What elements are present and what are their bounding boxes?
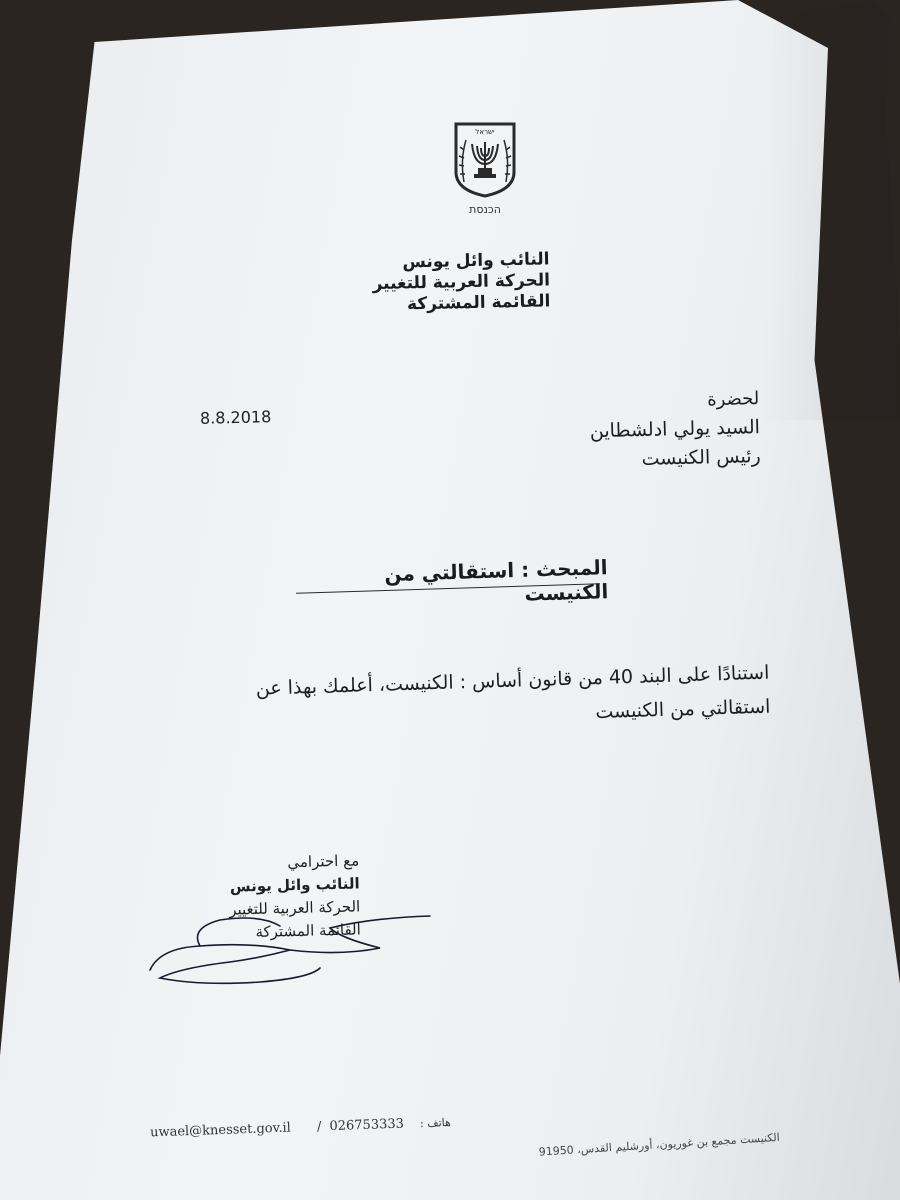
footer-email: uwael@knesset.gov.il [149,1120,292,1141]
closing-regards: مع احترامي [287,851,360,872]
recipient-name: السيد يولي ادلشطاين [589,416,761,443]
body-line-1: استنادًا على البند 40 من قانون أساس : الكنيست، أعلمك بهذا عن [255,661,770,700]
closing-party: الحركة العربية للتغيير [229,897,361,919]
sender-party: الحركة العربية للتغيير [372,270,551,295]
footer-phone-label: هاتف : [419,1115,452,1130]
letter-subject: المبحث : استقالتي من الكنيست [383,555,609,606]
sender-name: النائب وائل يونس [402,249,550,273]
sender-list: القائمة المشتركة [406,291,551,315]
footer-address: الكنيست مجمع بن غوريون، أورشليم القدس، 91950 [538,1130,781,1159]
paper-shadow [760,0,900,420]
emblem-top-text: ישראל [475,128,495,136]
recipient-block [439,384,761,479]
footer-phone: 026753333 [329,1116,405,1135]
body-line-2: استقالتي من الكنيست [595,695,771,724]
letter-date: 8.8.2018 [199,407,272,428]
closing-list: القائمة المشتركة [255,920,362,941]
footer-separator: / [316,1119,322,1135]
knesset-emblem-icon [452,120,518,198]
sender-header [299,249,550,317]
emblem-caption: הכנסת [469,203,501,216]
recipient-title: رئيس الكنيست [641,445,761,470]
recipient-salutation: لحضرة [706,388,760,411]
closing-name: النائب وائل يونس [229,874,360,896]
handwritten-signature [140,898,450,988]
